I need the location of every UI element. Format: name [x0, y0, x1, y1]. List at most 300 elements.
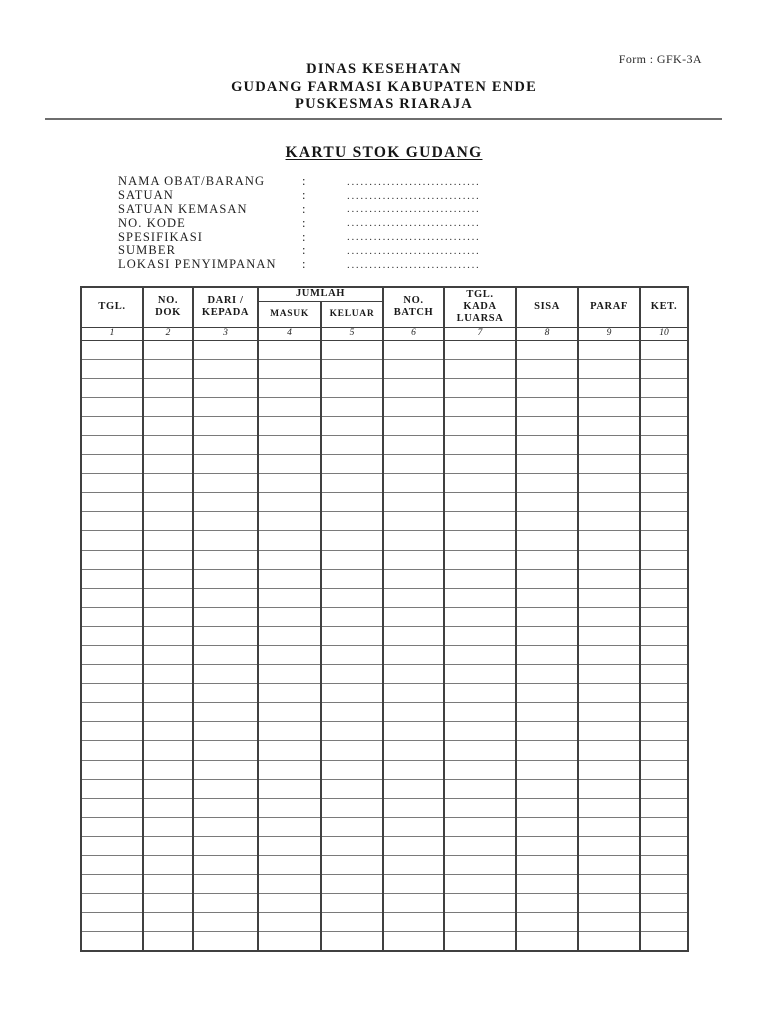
stock-table-row: [81, 455, 688, 474]
stock-table-cell: [193, 760, 258, 779]
stock-table-cell: [444, 856, 516, 875]
stock-table-cell: [81, 665, 143, 684]
org-header-line-1: DINAS KESEHATAN: [306, 61, 462, 77]
stock-table-cell: [444, 397, 516, 416]
stock-table-cell: [258, 817, 321, 836]
stock-table-cell: [640, 474, 688, 493]
stock-card-table: [80, 286, 689, 952]
stock-table-cell: [640, 894, 688, 913]
stock-table-cell: [143, 856, 193, 875]
stock-table-cell: [640, 550, 688, 569]
col-header-sisa: SISA: [516, 287, 578, 327]
stock-table-cell: [193, 531, 258, 550]
stock-table-cell: [258, 340, 321, 359]
stock-table-cell: [258, 760, 321, 779]
stock-table-cell: [81, 588, 143, 607]
stock-table-cell: [193, 894, 258, 913]
stock-table-cell: [383, 741, 444, 760]
stock-table-cell: [321, 416, 383, 435]
stock-table-cell: [258, 378, 321, 397]
stock-table-cell: [516, 378, 578, 397]
stock-table-row: [81, 359, 688, 378]
stock-table-cell: [321, 779, 383, 798]
stock-table-cell: [258, 493, 321, 512]
stock-table-cell: [321, 493, 383, 512]
stock-table-cell: [193, 646, 258, 665]
stock-table-cell: [444, 359, 516, 378]
stock-table-cell: [444, 760, 516, 779]
stock-table-cell: [143, 512, 193, 531]
stock-table-cell: [516, 875, 578, 894]
stock-table-cell: [321, 474, 383, 493]
stock-table-cell: [578, 836, 640, 855]
stock-table-cell: [578, 684, 640, 703]
stock-table-cell: [143, 626, 193, 645]
stock-table-row: [81, 531, 688, 550]
stock-table-cell: [193, 378, 258, 397]
stock-table-cell: [383, 340, 444, 359]
stock-table-cell: [193, 703, 258, 722]
stock-table-cell: [444, 512, 516, 531]
stock-table-cell: [81, 512, 143, 531]
column-number-cell: 4: [258, 327, 321, 340]
stock-table-cell: [640, 416, 688, 435]
stock-table-cell: [143, 760, 193, 779]
stock-table-cell: [81, 722, 143, 741]
stock-table-cell: [383, 646, 444, 665]
stock-table-cell: [640, 493, 688, 512]
stock-table-cell: [516, 550, 578, 569]
stock-table-cell: [516, 340, 578, 359]
col-header-tgl: TGL.: [81, 287, 143, 327]
stock-table-cell: [321, 397, 383, 416]
stock-table-cell: [383, 684, 444, 703]
stock-table-cell: [516, 684, 578, 703]
stock-table-cell: [444, 684, 516, 703]
stock-table-cell: [640, 531, 688, 550]
stock-table-cell: [81, 817, 143, 836]
stock-table-cell: [640, 340, 688, 359]
stock-table-row: [81, 550, 688, 569]
stock-table-cell: [258, 455, 321, 474]
stock-table-cell: [321, 646, 383, 665]
stock-table-cell: [516, 493, 578, 512]
stock-table-cell: [444, 474, 516, 493]
stock-table-cell: [321, 550, 383, 569]
organization-header: [0, 61, 768, 114]
stock-table-cell: [258, 722, 321, 741]
stock-table-cell: [383, 913, 444, 932]
stock-table-cell: [640, 359, 688, 378]
stock-table-cell: [383, 416, 444, 435]
stock-table-cell: [143, 913, 193, 932]
stock-table-cell: [383, 474, 444, 493]
stock-table-cell: [143, 416, 193, 435]
stock-table-cell: [81, 894, 143, 913]
stock-table-cell: [383, 378, 444, 397]
stock-table-cell: [81, 836, 143, 855]
stock-table-cell: [321, 455, 383, 474]
stock-table-cell: [81, 856, 143, 875]
stock-table-cell: [321, 817, 383, 836]
stock-table-row: [81, 626, 688, 645]
stock-table-row: [81, 665, 688, 684]
field-label: SUMBER: [118, 243, 177, 258]
stock-table-cell: [640, 512, 688, 531]
stock-table-row: [81, 588, 688, 607]
field-row-lokasi-penyimpanan: [118, 258, 481, 272]
stock-table-cell: [578, 722, 640, 741]
field-label: NO. KODE: [118, 215, 186, 230]
stock-table-cell: [383, 531, 444, 550]
stock-table-cell: [640, 875, 688, 894]
stock-table-cell: [383, 569, 444, 588]
stock-table-cell: [258, 913, 321, 932]
stock-table-cell: [81, 474, 143, 493]
stock-table-cell: [321, 512, 383, 531]
stock-table-cell: [383, 588, 444, 607]
stock-table-row: [81, 817, 688, 836]
stock-table-cell: [444, 894, 516, 913]
stock-table-cell: [640, 626, 688, 645]
stock-table-cell: [143, 817, 193, 836]
stock-table-cell: [258, 474, 321, 493]
stock-table-cell: [383, 607, 444, 626]
stock-table-cell: [321, 856, 383, 875]
stock-table-cell: [444, 722, 516, 741]
stock-table-cell: [321, 894, 383, 913]
col-header-dari-kepada: DARI / KEPADA: [193, 287, 258, 327]
stock-table-row: [81, 435, 688, 454]
stock-table-cell: [516, 626, 578, 645]
stock-table-cell: [578, 856, 640, 875]
org-header-line-2: GUDANG FARMASI KABUPATEN ENDE: [231, 78, 537, 95]
stock-table-cell: [444, 703, 516, 722]
stock-table-cell: [578, 932, 640, 951]
stock-table-row: [81, 875, 688, 894]
field-label: SATUAN KEMASAN: [118, 202, 248, 216]
field-label: SPESIFIKASI: [118, 229, 204, 244]
stock-table-cell: [516, 588, 578, 607]
stock-table-cell: [321, 684, 383, 703]
stock-table-cell: [258, 512, 321, 531]
column-number-cell: 7: [444, 327, 516, 340]
stock-table-cell: [640, 760, 688, 779]
stock-table-cell: [81, 550, 143, 569]
col-header-tgl-kadaluarsa: TGL. KADA LUARSA: [444, 287, 516, 327]
field-value-dotted-line: ..............................: [347, 203, 481, 216]
stock-table-cell: [640, 435, 688, 454]
stock-table-row: [81, 913, 688, 932]
stock-table-row: [81, 512, 688, 531]
field-colon: :: [302, 243, 306, 258]
stock-table-cell: [193, 779, 258, 798]
stock-table-cell: [383, 703, 444, 722]
field-value-dotted-line: ..............................: [347, 189, 481, 202]
stock-table-cell: [516, 836, 578, 855]
stock-table-cell: [143, 665, 193, 684]
stock-table-cell: [383, 512, 444, 531]
stock-table-cell: [578, 340, 640, 359]
stock-table-cell: [193, 359, 258, 378]
stock-table-cell: [516, 760, 578, 779]
stock-table-cell: [444, 569, 516, 588]
stock-table-cell: [578, 894, 640, 913]
stock-table-header: [81, 287, 688, 340]
stock-table-cell: [193, 340, 258, 359]
stock-table-cell: [258, 531, 321, 550]
stock-table-cell: [444, 741, 516, 760]
stock-table-cell: [143, 779, 193, 798]
stock-table-cell: [193, 569, 258, 588]
stock-table-cell: [143, 569, 193, 588]
stock-table-cell: [444, 817, 516, 836]
stock-table-cell: [578, 359, 640, 378]
stock-table-cell: [143, 722, 193, 741]
stock-table-cell: [444, 455, 516, 474]
stock-table-cell: [444, 493, 516, 512]
stock-table-cell: [444, 875, 516, 894]
stock-table-cell: [321, 359, 383, 378]
stock-table-cell: [193, 913, 258, 932]
stock-table-cell: [81, 646, 143, 665]
stock-table-cell: [193, 684, 258, 703]
stock-table-cell: [193, 474, 258, 493]
stock-table-cell: [193, 397, 258, 416]
stock-table-cell: [193, 741, 258, 760]
stock-table-cell: [444, 836, 516, 855]
stock-table-cell: [516, 894, 578, 913]
stock-table-cell: [578, 550, 640, 569]
stock-table-cell: [578, 913, 640, 932]
field-colon: :: [302, 215, 306, 230]
stock-table-cell: [383, 665, 444, 684]
col-header-no-batch: NO. BATCH: [383, 287, 444, 327]
stock-table-cell: [640, 397, 688, 416]
field-label: NAMA OBAT/BARANG: [118, 174, 266, 189]
stock-table-cell: [640, 378, 688, 397]
stock-table-cell: [383, 455, 444, 474]
stock-table-cell: [321, 741, 383, 760]
stock-table-cell: [81, 359, 143, 378]
stock-table-cell: [578, 512, 640, 531]
column-number-cell: 6: [383, 327, 444, 340]
stock-table-cell: [383, 493, 444, 512]
stock-table-cell: [383, 435, 444, 454]
field-colon: :: [302, 229, 306, 244]
stock-table-cell: [258, 588, 321, 607]
stock-table-cell: [81, 626, 143, 645]
stock-table-cell: [258, 359, 321, 378]
stock-table-cell: [516, 798, 578, 817]
stock-table-cell: [578, 493, 640, 512]
stock-table-cell: [258, 569, 321, 588]
stock-table-cell: [143, 550, 193, 569]
stock-table-cell: [143, 932, 193, 951]
stock-table-cell: [143, 607, 193, 626]
stock-table-cell: [383, 894, 444, 913]
stock-table-cell: [516, 359, 578, 378]
stock-table-cell: [143, 646, 193, 665]
stock-table-cell: [383, 817, 444, 836]
stock-table-cell: [444, 626, 516, 645]
stock-table-cell: [516, 741, 578, 760]
stock-table-cell: [516, 722, 578, 741]
stock-table-cell: [578, 665, 640, 684]
stock-table-cell: [516, 416, 578, 435]
stock-table-cell: [383, 836, 444, 855]
stock-table-cell: [143, 359, 193, 378]
stock-table-row: [81, 836, 688, 855]
stock-table-cell: [81, 684, 143, 703]
stock-table-cell: [321, 913, 383, 932]
stock-table-cell: [258, 435, 321, 454]
stock-table-cell: [444, 779, 516, 798]
field-value-dotted-line: ..............................: [347, 217, 481, 230]
stock-table-cell: [143, 340, 193, 359]
stock-table-cell: [640, 588, 688, 607]
stock-table-cell: [81, 741, 143, 760]
stock-table-cell: [444, 550, 516, 569]
stock-table-row: [81, 416, 688, 435]
stock-table-cell: [321, 665, 383, 684]
stock-table-cell: [578, 416, 640, 435]
stock-table-cell: [143, 684, 193, 703]
stock-table-cell: [193, 722, 258, 741]
stock-table-cell: [81, 798, 143, 817]
col-header-ket: KET.: [640, 287, 688, 327]
stock-table-cell: [81, 455, 143, 474]
col-header-no-dok: NO. DOK: [143, 287, 193, 327]
stock-table-row: [81, 397, 688, 416]
stock-table-cell: [444, 340, 516, 359]
col-header-paraf: PARAF: [578, 287, 640, 327]
stock-table-cell: [258, 779, 321, 798]
stock-table-cell: [383, 932, 444, 951]
stock-table-cell: [640, 856, 688, 875]
stock-table-cell: [444, 646, 516, 665]
stock-table-cell: [258, 875, 321, 894]
stock-table-cell: [578, 435, 640, 454]
stock-table-cell: [640, 455, 688, 474]
col-header-masuk: MASUK: [258, 301, 321, 327]
stock-table-cell: [640, 569, 688, 588]
stock-table-cell: [578, 741, 640, 760]
stock-table-cell: [516, 474, 578, 493]
stock-table-cell: [193, 665, 258, 684]
stock-table-cell: [258, 416, 321, 435]
org-header-line-3: PUSKESMAS RIARAJA: [295, 96, 473, 112]
column-number-cell: 3: [193, 327, 258, 340]
stock-table-cell: [578, 607, 640, 626]
stock-table-cell: [383, 722, 444, 741]
stock-table-cell: [321, 340, 383, 359]
stock-table-cell: [143, 397, 193, 416]
stock-table-cell: [143, 455, 193, 474]
stock-table-cell: [383, 359, 444, 378]
stock-table-cell: [578, 378, 640, 397]
stock-table-cell: [444, 932, 516, 951]
stock-table-cell: [193, 435, 258, 454]
stock-table-row: [81, 856, 688, 875]
stock-table-cell: [258, 856, 321, 875]
stock-table-cell: [444, 798, 516, 817]
stock-table-cell: [81, 378, 143, 397]
stock-table-cell: [321, 760, 383, 779]
column-number-cell: 1: [81, 327, 143, 340]
stock-table-cell: [193, 607, 258, 626]
stock-table-cell: [578, 455, 640, 474]
stock-table-cell: [258, 932, 321, 951]
field-row-satuan-kemasan: [118, 203, 481, 217]
stock-table-cell: [193, 550, 258, 569]
stock-table-cell: [383, 856, 444, 875]
stock-table-cell: [258, 703, 321, 722]
stock-table-cell: [321, 435, 383, 454]
stock-table-cell: [321, 875, 383, 894]
stock-table-cell: [640, 932, 688, 951]
stock-table-cell: [578, 569, 640, 588]
stock-table-cell: [444, 607, 516, 626]
stock-table-cell: [578, 646, 640, 665]
stock-table-cell: [640, 741, 688, 760]
stock-table-cell: [81, 416, 143, 435]
stock-table-row: [81, 684, 688, 703]
stock-table-cell: [81, 875, 143, 894]
stock-table-cell: [81, 493, 143, 512]
field-value-dotted-line: ..............................: [347, 258, 481, 271]
stock-table-cell: [143, 875, 193, 894]
stock-table-cell: [444, 913, 516, 932]
stock-table-cell: [258, 741, 321, 760]
stock-table-cell: [81, 397, 143, 416]
stock-table-cell: [516, 569, 578, 588]
stock-table-cell: [383, 798, 444, 817]
field-value-dotted-line: ..............................: [347, 244, 481, 257]
stock-table-cell: [81, 913, 143, 932]
stock-table-cell: [258, 836, 321, 855]
stock-table-cell: [321, 836, 383, 855]
stock-table-cell: [516, 397, 578, 416]
stock-table-cell: [193, 588, 258, 607]
stock-table-cell: [321, 588, 383, 607]
stock-table-cell: [444, 531, 516, 550]
stock-table-cell: [258, 607, 321, 626]
stock-table-cell: [578, 531, 640, 550]
stock-table-cell: [258, 665, 321, 684]
field-colon: :: [302, 257, 306, 272]
stock-table-cell: [444, 378, 516, 397]
stock-table-cell: [516, 856, 578, 875]
stock-table-cell: [193, 455, 258, 474]
stock-table-cell: [258, 626, 321, 645]
stock-table-cell: [81, 531, 143, 550]
stock-table-row: [81, 722, 688, 741]
stock-table-cell: [444, 588, 516, 607]
stock-table-row: [81, 741, 688, 760]
stock-table-cell: [321, 703, 383, 722]
stock-table-cell: [640, 817, 688, 836]
stock-table-cell: [516, 817, 578, 836]
stock-table-cell: [383, 626, 444, 645]
stock-table-cell: [143, 703, 193, 722]
stock-table-cell: [640, 703, 688, 722]
stock-table-cell: [81, 340, 143, 359]
stock-table-cell: [321, 378, 383, 397]
stock-table-cell: [578, 817, 640, 836]
stock-table-cell: [143, 741, 193, 760]
header-divider-rule: [45, 118, 722, 120]
